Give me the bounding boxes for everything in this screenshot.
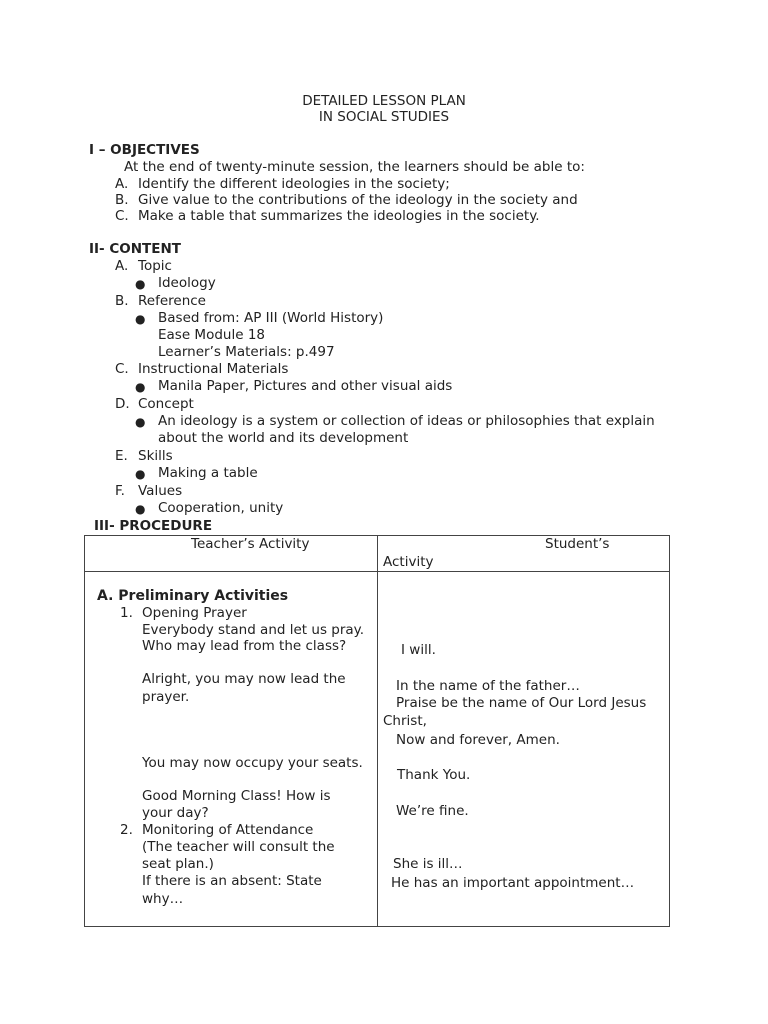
- topic-label: Topic: [138, 258, 172, 274]
- materials-label: Instructional Materials: [138, 361, 289, 377]
- student-line: Now and forever, Amen.: [396, 732, 560, 748]
- content-heading: II- CONTENT: [89, 241, 181, 257]
- student-line: Thank You.: [397, 767, 471, 783]
- teacher-line: Everybody stand and let us pray.: [142, 622, 365, 638]
- teacher-line: prayer.: [142, 689, 190, 705]
- student-activity-header-1: Student’s: [545, 536, 610, 552]
- procedure-table: [84, 535, 670, 927]
- values-value: Cooperation, unity: [158, 500, 284, 516]
- item-number: 1.: [120, 605, 133, 621]
- student-line: He has an important appointment…: [391, 875, 635, 891]
- objective-text: Make a table that summarizes the ideologies in the society.: [138, 208, 540, 224]
- student-line: In the name of the father…: [396, 678, 580, 694]
- bullet-icon: ●: [135, 415, 146, 429]
- reference-line: Based from: AP III (World History): [158, 310, 384, 326]
- reference-label: Reference: [138, 293, 206, 309]
- student-line: We’re fine.: [396, 803, 469, 819]
- teacher-line: Alright, you may now lead the: [142, 671, 346, 687]
- teacher-line: Who may lead from the class?: [142, 638, 347, 654]
- objective-letter: B.: [115, 192, 129, 208]
- teacher-line: You may now occupy your seats.: [142, 755, 363, 771]
- bullet-icon: ●: [135, 467, 146, 481]
- item-number: 2.: [120, 822, 133, 838]
- objective-text: Identify the different ideologies in the society;: [138, 176, 450, 192]
- values-label: Values: [138, 483, 183, 499]
- reference-line: Learner’s Materials: p.497: [158, 344, 335, 360]
- concept-line: An ideology is a system or collection of ideas or philosophies that explain: [158, 413, 655, 429]
- title-line-2: IN SOCIAL STUDIES: [318, 109, 450, 125]
- content-letter: C.: [115, 361, 129, 377]
- teacher-line: why…: [142, 891, 184, 907]
- title-line-1: DETAILED LESSON PLAN: [302, 93, 466, 109]
- content-letter: B.: [115, 293, 129, 309]
- bullet-icon: ●: [135, 277, 146, 291]
- teacher-line: If there is an absent: State: [142, 873, 322, 889]
- objectives-heading: I – OBJECTIVES: [89, 142, 200, 158]
- column-divider: [377, 536, 378, 926]
- bullet-icon: ●: [135, 312, 146, 326]
- objective-text: Give value to the contributions of the ideology in the society and: [138, 192, 578, 208]
- skills-label: Skills: [138, 448, 173, 464]
- attendance-title: Monitoring of Attendance: [142, 822, 314, 838]
- topic-value: Ideology: [158, 275, 216, 291]
- teacher-line: Good Morning Class! How is: [142, 788, 331, 804]
- teacher-line: your day?: [142, 805, 209, 821]
- skills-value: Making a table: [158, 465, 258, 481]
- procedure-heading: III- PROCEDURE: [94, 518, 213, 534]
- objective-letter: C.: [115, 208, 129, 224]
- content-letter: E.: [115, 448, 128, 464]
- concept-label: Concept: [138, 396, 194, 412]
- bullet-icon: ●: [135, 380, 146, 394]
- content-letter: F.: [115, 483, 125, 499]
- section-title: A. Preliminary Activities: [97, 588, 289, 604]
- concept-line: about the world and its development: [158, 430, 409, 446]
- teacher-line: (The teacher will consult the: [142, 839, 335, 855]
- materials-value: Manila Paper, Pictures and other visual aids: [158, 378, 453, 394]
- objectives-intro: At the end of twenty-minute session, the learners should be able to:: [124, 159, 585, 175]
- student-line: She is ill…: [393, 856, 463, 872]
- student-line: I will.: [401, 642, 436, 658]
- header-divider: [85, 571, 669, 572]
- student-activity-header-2: Activity: [383, 554, 434, 570]
- teacher-line: seat plan.): [142, 856, 214, 872]
- objective-letter: A.: [115, 176, 129, 192]
- student-line: Christ,: [383, 713, 427, 729]
- content-letter: A.: [115, 258, 129, 274]
- student-line: Praise be the name of Our Lord Jesus: [396, 695, 647, 711]
- content-letter: D.: [115, 396, 130, 412]
- opening-prayer-title: Opening Prayer: [142, 605, 247, 621]
- bullet-icon: ●: [135, 502, 146, 516]
- teacher-activity-header: Teacher’s Activity: [191, 536, 310, 552]
- reference-line: Ease Module 18: [158, 327, 265, 343]
